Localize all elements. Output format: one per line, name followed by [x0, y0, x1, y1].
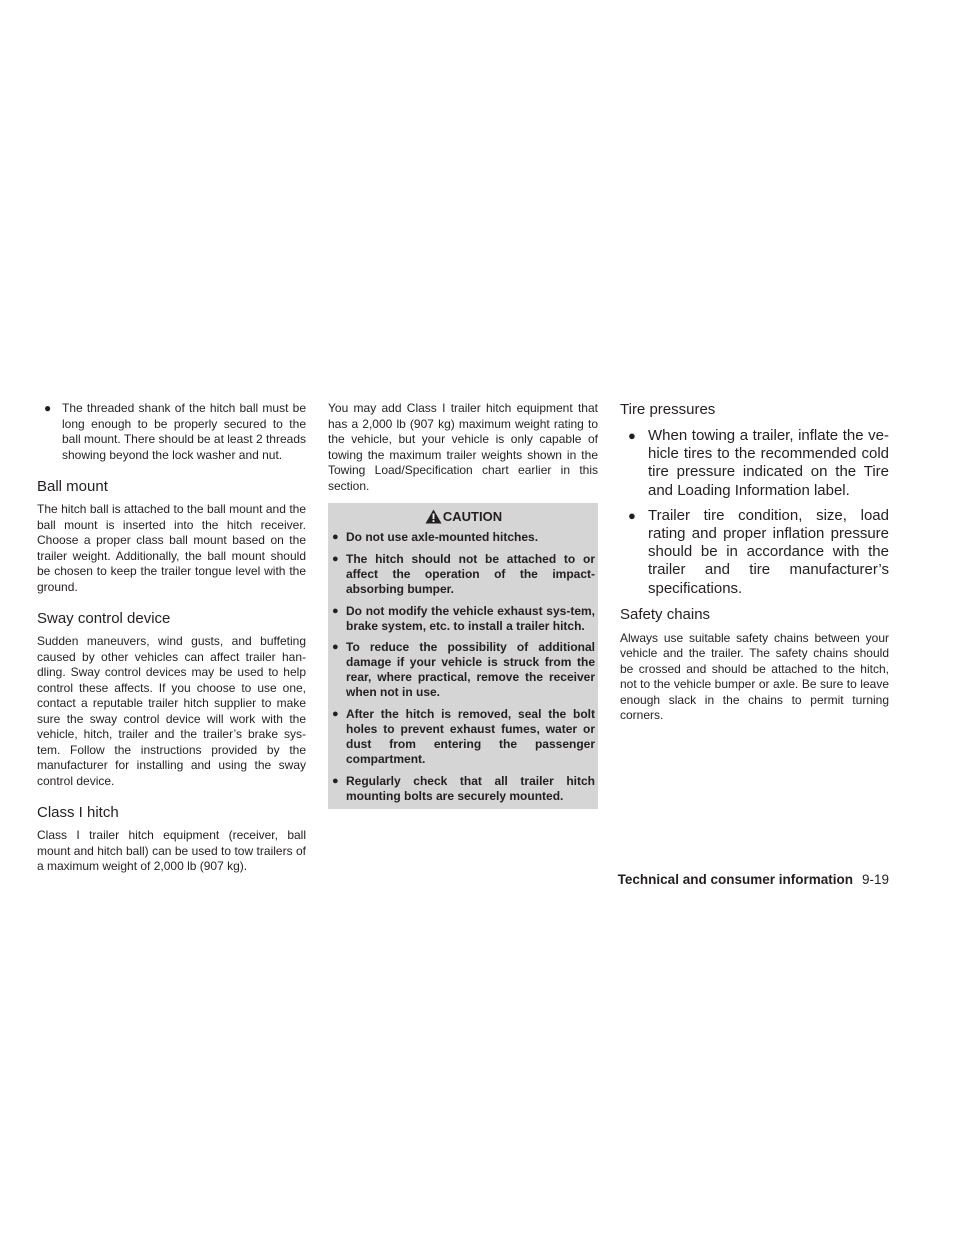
ball-mount-heading: Ball mount: [37, 478, 108, 495]
page-number: 9-19: [861, 872, 889, 887]
caution-item: [332, 552, 595, 597]
bullet-icon: ●: [332, 774, 339, 787]
middle-column: [328, 401, 598, 809]
caution-item: [332, 707, 595, 767]
caution-title: CAUTION: [442, 509, 503, 524]
ball-mount-paragraph: The hitch ball is attached to the ball mount and the ball mount is inserted into the hitch receiver. Choose a proper class ball mount based on the trailer weight. Additionally, the ball mount should be chosen to keep the trailer tongue level with the ground.: [37, 502, 306, 594]
sway-control-paragraph: Sudden maneuvers, wind gusts, and buffeting caused by other vehicles can affect trailer han-dling. Sway control devices may be used to help control these affects. If you choose to use one, contact a reputable trailer hitch supplier to make sure the sway control device will work with the vehicle, hitch, trailer and the trailer’s brake sys-tem. Follow the instructions provided by the manufacturer for installing and using the sway control device.: [37, 634, 306, 788]
bullet-icon: ●: [332, 552, 339, 565]
caution-item-text: Do not use axle-mounted hitches.: [346, 530, 539, 544]
list-item-text: Trailer tire condition, size, load rating and proper inflation pressure should be in accordance with the trailer and tire manufacturer’s specifications.: [648, 506, 889, 597]
bullet-icon: ●: [332, 641, 339, 654]
bullet-icon: ●: [44, 401, 52, 415]
bullet-icon: ●: [332, 604, 339, 617]
list-item: [620, 427, 889, 500]
sway-control-heading: Sway control device: [37, 610, 171, 627]
bullet-icon: ●: [332, 531, 339, 543]
caution-item-text: After the hitch is removed, seal the bolt holes to prevent exhaust fumes, water or dust from entering the passenger compartment.: [346, 707, 595, 766]
bullet-icon: ●: [628, 507, 636, 523]
safety-chains-heading: Safety chains: [620, 605, 711, 623]
caution-box: [328, 503, 598, 809]
class-hitch-paragraph: Class I trailer hitch equipment (receiver, ball mount and hitch ball) can be used to tow trailers of a maximum weight of 2,000 lb (907 kg).: [37, 828, 306, 873]
caution-item-text: Do not modify the vehicle exhaust sys-tem, brake system, etc. to install a trailer hitch.: [346, 603, 595, 633]
list-item: [620, 507, 889, 598]
caution-item-text: Regularly check that all trailer hitch mounting bolts are securely mounted.: [346, 773, 595, 803]
right-column: [620, 401, 889, 724]
intro-paragraph: You may add Class I trailer hitch equipment that has a 2,000 lb (907 kg) maximum weight rating to the vehicle, but your vehicle is only capable of towing the maximum trailer weights shown in the Towing Load/Specification chart earlier in this section.: [328, 401, 598, 493]
caution-item-text: To reduce the possibility of additional damage if your vehicle is struck from the rear, where practical, remove the receiver when not in use.: [346, 640, 595, 700]
safety-chains-paragraph: Always use suitable safety chains between your vehicle and the trailer. The safety chains should be crossed and should be attached to the hitch, not to the vehicle bumper or axle. Be sure to leave enough slack in the chains to permit turning corners.: [620, 630, 889, 723]
footer-section-title: Technical and consumer information: [617, 872, 853, 887]
tire-pressures-heading: Tire pressures: [620, 401, 716, 418]
caution-header: [332, 509, 595, 525]
caution-item: [332, 604, 595, 634]
list-item-text: When towing a trailer, inflate the ve-hicle tires to the recommended cold tire pressure indicated on the Tire and Loading Information label.: [648, 427, 889, 499]
bullet-icon: ●: [628, 428, 636, 443]
bullet-icon: ●: [332, 708, 339, 721]
caution-item: [332, 530, 595, 545]
caution-item-text: The hitch should not be attached to or affect the operation of the impact-absorbing bumper.: [346, 551, 595, 596]
caution-item: [332, 640, 595, 700]
warning-triangle-icon: [425, 509, 442, 524]
list-item: [37, 401, 306, 463]
caution-item: [332, 774, 595, 804]
class-hitch-heading: Class I hitch: [37, 804, 119, 821]
page-footer: [618, 872, 889, 888]
left-column: [37, 401, 306, 875]
list-item-text: The threaded shank of the hitch ball must be long enough to be properly secured to the ball mount. There should be at least 2 threads showing beyond the lock washer and nut.: [62, 401, 306, 462]
